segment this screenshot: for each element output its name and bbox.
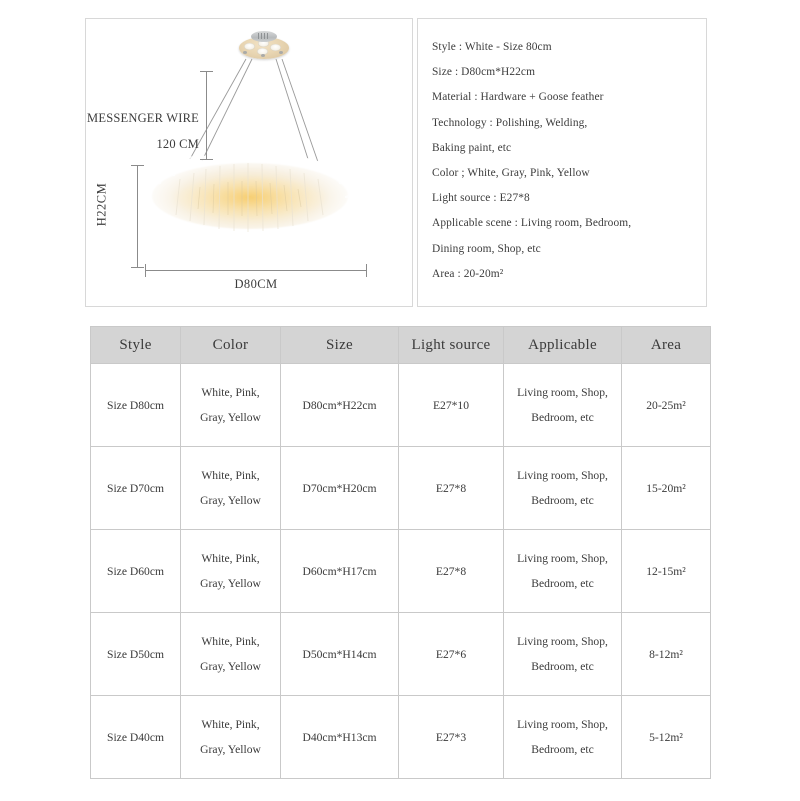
cell-style: Size D40cm [91, 696, 181, 779]
cell-applicable-line2: Bedroom, etc [531, 494, 594, 507]
column-header-color: Color [181, 327, 281, 364]
cell-applicable-line2: Bedroom, etc [531, 577, 594, 590]
spec-line-color: Color ; White, Gray, Pink, Yellow [432, 167, 590, 180]
table-header-row [91, 327, 711, 364]
cell-size: D50cm*H14cm [281, 613, 399, 696]
cell-style: Size D80cm [91, 364, 181, 447]
cell-applicable [504, 364, 622, 447]
cell-light-source: E27*10 [399, 364, 504, 447]
cell-applicable [504, 696, 622, 779]
cell-style: Size D50cm [91, 613, 181, 696]
cell-size: D70cm*H20cm [281, 447, 399, 530]
spec-line-scene: Applicable scene : Living room, Bedroom, [432, 217, 632, 230]
cell-color [181, 613, 281, 696]
column-header-area: Area [622, 327, 711, 364]
cell-applicable-line1: Living room, Shop, [517, 469, 608, 482]
dimension-tick [131, 267, 144, 268]
cell-size: D60cm*H17cm [281, 530, 399, 613]
height-label: H22CM [94, 182, 109, 227]
spec-line-size: Size : D80cm*H22cm [432, 66, 536, 79]
feather-texture [134, 147, 366, 247]
cell-color-line1: White, Pink, [201, 386, 260, 399]
feather-ring-lamp [134, 147, 366, 247]
cell-size: D40cm*H13cm [281, 696, 399, 779]
cell-applicable-line1: Living room, Shop, [517, 552, 608, 565]
spec-line-area: Area : 20-20m² [432, 267, 504, 280]
size-specification-table [90, 326, 711, 779]
dimension-tick [200, 71, 213, 72]
diameter-label: D80CM [234, 277, 278, 291]
cell-color-line2: Gray, Yellow [200, 411, 261, 424]
wire-length-label: 120 CM [156, 137, 199, 151]
cell-color [181, 447, 281, 530]
cell-light-source: E27*6 [399, 613, 504, 696]
cell-color-line2: Gray, Yellow [200, 494, 261, 507]
cell-area: 15-20m² [622, 447, 711, 530]
messenger-wire-label: MESSENGER WIRE [87, 111, 199, 125]
column-header-applicable: Applicable [504, 327, 622, 364]
cell-color-line1: White, Pink, [201, 635, 260, 648]
table-row [91, 696, 711, 779]
height-dimension-line [137, 165, 138, 267]
cell-area: 20-25m² [622, 364, 711, 447]
table-row [91, 447, 711, 530]
cell-area: 8-12m² [622, 613, 711, 696]
product-diagram-panel [85, 18, 413, 307]
cell-applicable [504, 613, 622, 696]
dimension-tick [200, 159, 213, 160]
cell-color-line2: Gray, Yellow [200, 577, 261, 590]
cell-area: 12-15m² [622, 530, 711, 613]
cell-applicable-line2: Bedroom, etc [531, 660, 594, 673]
table-row [91, 613, 711, 696]
cell-applicable [504, 447, 622, 530]
cell-color [181, 530, 281, 613]
cell-style: Size D60cm [91, 530, 181, 613]
spec-line-light-source: Light source : E27*8 [432, 192, 530, 205]
cell-color [181, 696, 281, 779]
spec-line-material: Material : Hardware + Goose feather [432, 91, 604, 104]
dimension-tick [366, 264, 367, 277]
cell-color-line1: White, Pink, [201, 718, 260, 731]
cell-area: 5-12m² [622, 696, 711, 779]
cell-light-source: E27*8 [399, 447, 504, 530]
spec-line-style: Style : White - Size 80cm [432, 41, 552, 53]
spec-line-technology: Technology : Polishing, Welding, [432, 116, 588, 129]
column-header-size: Size [281, 327, 399, 364]
cell-color [181, 364, 281, 447]
dimension-tick [131, 165, 144, 166]
cell-applicable-line2: Bedroom, etc [531, 743, 594, 756]
cell-applicable-line2: Bedroom, etc [531, 411, 594, 424]
table-row [91, 530, 711, 613]
cell-color-line2: Gray, Yellow [200, 743, 261, 756]
cell-light-source: E27*8 [399, 530, 504, 613]
cell-size: D80cm*H22cm [281, 364, 399, 447]
cell-color-line2: Gray, Yellow [200, 660, 261, 673]
cell-light-source: E27*3 [399, 696, 504, 779]
spec-line-scene-2: Dining room, Shop, etc [432, 242, 541, 255]
table-row [91, 364, 711, 447]
cell-color-line1: White, Pink, [201, 469, 260, 482]
column-header-style: Style [91, 327, 181, 364]
cell-applicable-line1: Living room, Shop, [517, 635, 608, 648]
cell-applicable [504, 530, 622, 613]
product-overview-area [0, 0, 800, 315]
spec-line-technology-2: Baking paint, etc [432, 141, 512, 154]
dimension-tick [145, 264, 146, 277]
messenger-wire-dimension-line [206, 71, 207, 159]
column-header-light-source: Light source [399, 327, 504, 364]
cell-style: Size D70cm [91, 447, 181, 530]
cell-color-line1: White, Pink, [201, 552, 260, 565]
diameter-dimension-line [145, 270, 366, 271]
cell-applicable-line1: Living room, Shop, [517, 718, 608, 731]
cell-applicable-line1: Living room, Shop, [517, 386, 608, 399]
specification-panel [417, 18, 707, 307]
